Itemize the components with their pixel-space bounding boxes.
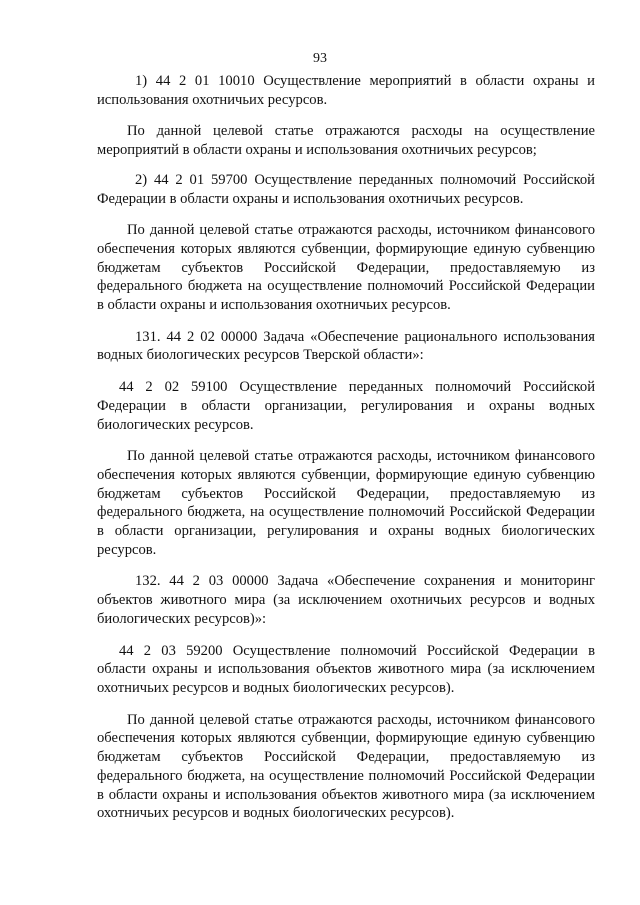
paragraph-article-59200-description: По данной целевой статье отражаются расходы, источником финансового обеспечения которых являются субвенции, формирующие единую субвенцию бюджетам субъектов Российской Федерации, предоставляемую из федерального бюджета, на осуществление полномочий Российской Федерации в области охраны и использования объектов животного мира (за исключением охотничьих ресурсов и водных биологических ресурсов). bbox=[97, 711, 595, 822]
paragraph-task-132: 132. 44 2 03 00000 Задача «Обеспечение сохранения и мониторинг объектов животного мира (за исключением охотничьих ресурсов и водных биологических ресурсов)»: bbox=[97, 573, 595, 627]
paragraph-item-2-description: По данной целевой статье отражаются расходы, источником финансового обеспечения которых являются субвенции, формирующие единую субвенцию бюджетам субъектов Российской Федерации, предоставляемую из федерального бюджета на осуществление полномочий Российской Федерации в области охраны и использования охотничьих ресурсов. bbox=[97, 222, 595, 314]
paragraph-article-59100-description: По данной целевой статье отражаются расходы, источником финансового обеспечения которых являются субвенции, формирующие единую субвенцию бюджетам субъектов Российской Федерации, предоставляемую из федерального бюджета, на осуществление полномочий Российской Федерации в области организации, регулирования и охраны водных биологических ресурсов. bbox=[97, 448, 595, 558]
page-number: 93 bbox=[313, 51, 327, 66]
paragraph-task-131: 131. 44 2 02 00000 Задача «Обеспечение рационального использования водных биологических ресурсов Тверской области»: bbox=[97, 328, 595, 364]
paragraph-item-1: 1) 44 2 01 10010 Осуществление мероприятий в области охраны и использования охотничьих ресурсов. bbox=[97, 73, 595, 108]
paragraph-item-1-description: По данной целевой статье отражаются расходы на осуществление мероприятий в области охраны и использования охотничьих ресурсов; bbox=[97, 123, 595, 159]
paragraph-article-59200: 44 2 03 59200 Осуществление полномочий Российской Федерации в области охраны и использования объектов животного мира (за исключением охотничьих ресурсов и водных биологических ресурсов). bbox=[97, 642, 595, 696]
document-body bbox=[97, 72, 595, 823]
paragraph-item-2: 2) 44 2 01 59700 Осуществление переданных полномочий Российской Федерации в области охраны и использования охотничьих ресурсов. bbox=[97, 171, 595, 207]
paragraph-article-59100: 44 2 02 59100 Осуществление переданных полномочий Российской Федерации в области организации, регулирования и охраны водных биологических ресурсов. bbox=[97, 379, 595, 433]
